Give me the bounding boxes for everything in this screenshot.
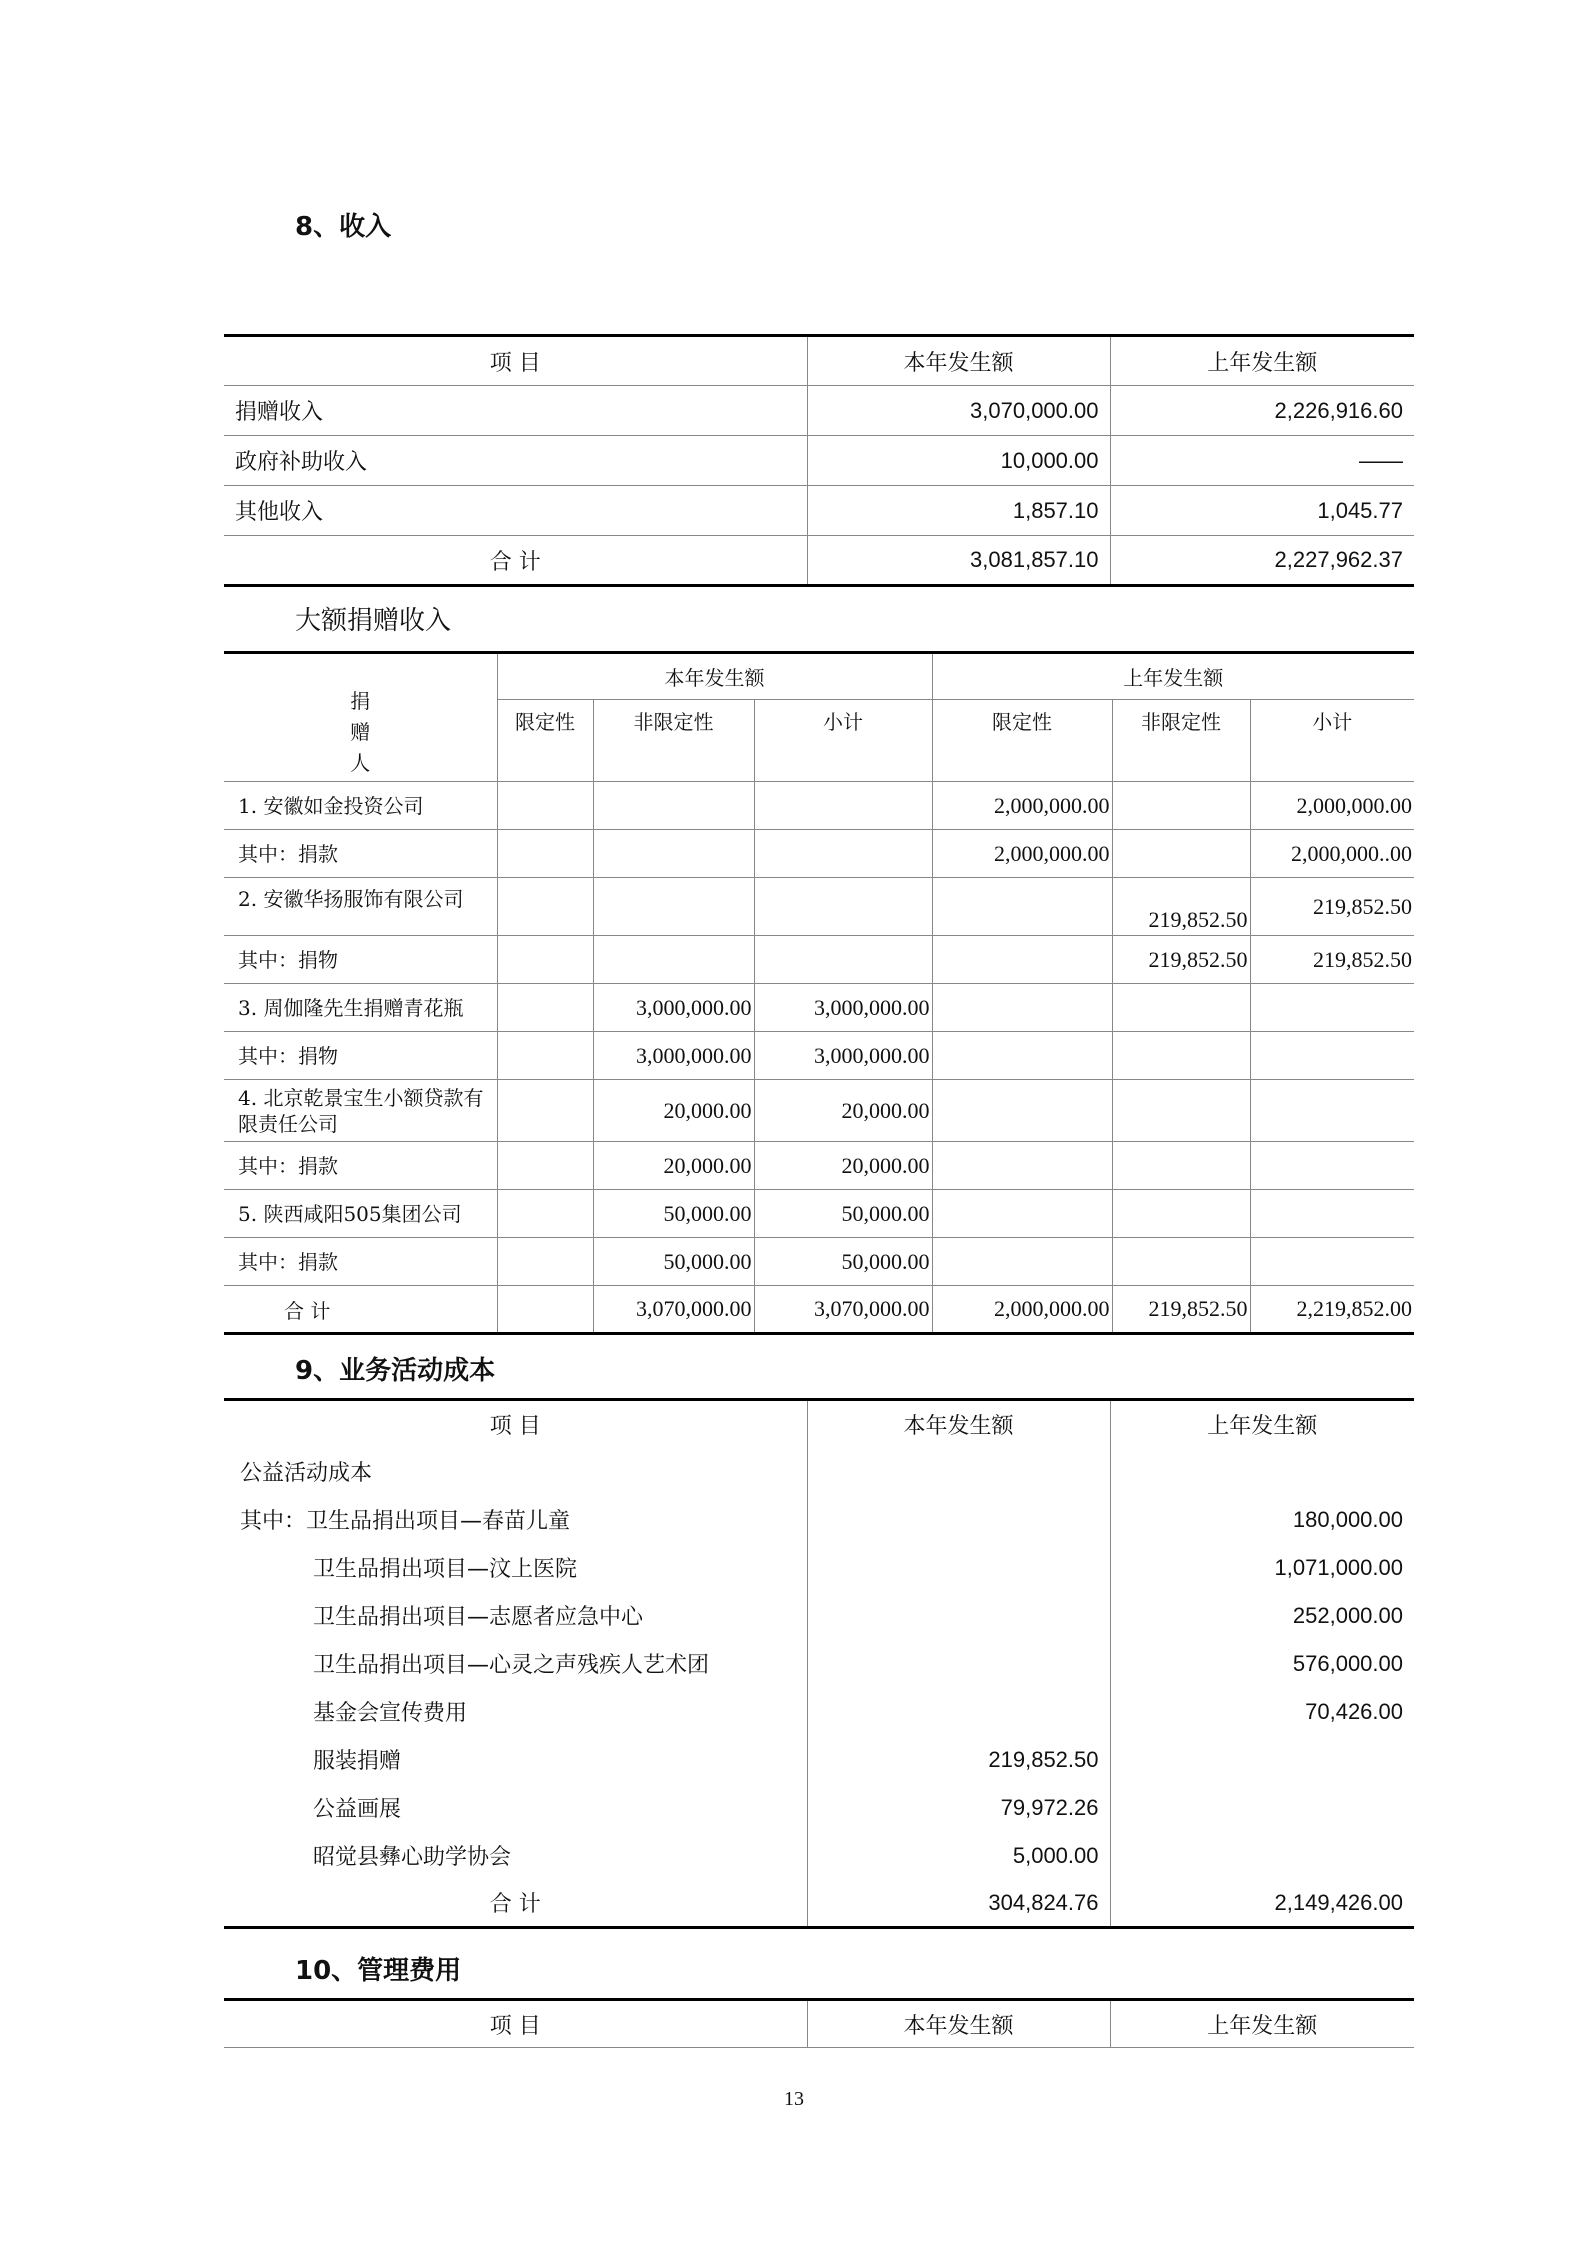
row-current: 3,070,000.00 xyxy=(807,386,1110,436)
total-label: 合 计 xyxy=(224,1286,497,1334)
cell: 50,000.00 xyxy=(754,1190,932,1238)
table-row xyxy=(224,486,1414,536)
cell: 219,852.50 xyxy=(1112,878,1250,936)
row-item: 卫生品捐出项目—汶上医院 xyxy=(224,1544,807,1592)
table-row xyxy=(224,436,1414,486)
sub-header: 限定性 xyxy=(932,700,1112,782)
cell: 20,000.00 xyxy=(754,1080,932,1142)
row-current: 79,972.26 xyxy=(807,1784,1110,1832)
cell xyxy=(1250,1238,1414,1286)
row-current xyxy=(807,1448,1110,1496)
row-previous xyxy=(1110,1736,1414,1784)
cell xyxy=(1250,1142,1414,1190)
cell xyxy=(932,984,1112,1032)
table-row xyxy=(224,782,1414,830)
cell xyxy=(497,878,593,936)
row-item: 卫生品捐出项目—心灵之声残疾人艺术团 xyxy=(224,1640,807,1688)
total-previous: 2,149,426.00 xyxy=(1274,1889,1403,1915)
donor-name: 其中：捐物 xyxy=(224,936,497,984)
cell xyxy=(1112,1142,1250,1190)
donor-header-char: 捐 xyxy=(350,689,371,713)
table-row xyxy=(224,1142,1414,1190)
row-item: 卫生品捐出项目—志愿者应急中心 xyxy=(224,1592,807,1640)
total-row xyxy=(224,1880,1414,1928)
cell xyxy=(593,830,754,878)
row-previous: 252,000.00 xyxy=(1292,1602,1403,1628)
cell xyxy=(1250,984,1414,1032)
total-cell: 2,219,852.00 xyxy=(1250,1286,1414,1334)
table-row xyxy=(224,1544,1414,1592)
header-current: 本年发生额 xyxy=(807,336,1110,386)
total-current: 304,824.76 xyxy=(807,1880,1110,1928)
cell: 219,852.50 xyxy=(1250,878,1414,936)
total-label: 合 计 xyxy=(224,1880,807,1928)
cell xyxy=(932,1238,1112,1286)
table-row xyxy=(224,1032,1414,1080)
cell xyxy=(1250,1080,1414,1142)
section-heading-admin-fee: 10、管理费用 xyxy=(295,1956,462,1986)
cell xyxy=(497,1142,593,1190)
cell xyxy=(754,878,932,936)
cell xyxy=(932,1080,1112,1142)
row-current: 1,857.10 xyxy=(807,486,1110,536)
row-previous: 1,045.77 xyxy=(1110,486,1414,536)
table-row xyxy=(224,1736,1414,1784)
donor-header-char: 赠 xyxy=(350,720,371,744)
table-row xyxy=(224,386,1414,436)
row-previous: 576,000.00 xyxy=(1292,1650,1403,1676)
row-item: 政府补助收入 xyxy=(224,436,807,486)
table-row xyxy=(224,1832,1414,1880)
cell xyxy=(1112,1190,1250,1238)
donor-name: 其中：捐款 xyxy=(224,1142,497,1190)
row-item: 公益画展 xyxy=(224,1784,807,1832)
header-item: 项 目 xyxy=(224,1400,807,1448)
header-previous: 上年发生额 xyxy=(1110,336,1414,386)
cell xyxy=(754,782,932,830)
cell xyxy=(754,830,932,878)
total-row xyxy=(224,536,1414,586)
row-item: 昭觉县彝心助学协会 xyxy=(224,1832,807,1880)
table-row xyxy=(224,1592,1414,1640)
table-row xyxy=(224,984,1414,1032)
table-row xyxy=(224,1238,1414,1286)
row-item: 公益活动成本 xyxy=(224,1448,807,1496)
cell xyxy=(1112,984,1250,1032)
row-previous xyxy=(1110,1784,1414,1832)
donor-name: 其中：捐款 xyxy=(224,1238,497,1286)
cell xyxy=(497,1190,593,1238)
row-item: 其他收入 xyxy=(224,486,807,536)
cell: 2,000,000.00 xyxy=(932,830,1112,878)
row-current xyxy=(807,1640,1110,1688)
cell xyxy=(497,1080,593,1142)
cell: 2,000,000..00 xyxy=(1250,830,1414,878)
group-current-header: 本年发生额 xyxy=(497,653,932,700)
donor-name: 3. 周伽隆先生捐赠青花瓶 xyxy=(224,984,497,1032)
header-item: 项 目 xyxy=(224,2000,807,2048)
donor-name: 其中：捐款 xyxy=(224,830,497,878)
cell: 20,000.00 xyxy=(593,1142,754,1190)
table-header-row xyxy=(224,1400,1414,1448)
cell xyxy=(497,984,593,1032)
table-row xyxy=(224,936,1414,984)
row-item: 其中：卫生品捐出项目—春苗儿童 xyxy=(224,1496,807,1544)
cell xyxy=(497,1032,593,1080)
cell xyxy=(1112,1032,1250,1080)
cell xyxy=(1112,830,1250,878)
cell: 219,852.50 xyxy=(1112,936,1250,984)
table-row xyxy=(224,1784,1414,1832)
row-item: 捐赠收入 xyxy=(224,386,807,436)
cell xyxy=(932,878,1112,936)
income-table xyxy=(224,334,1414,587)
table-row xyxy=(224,1640,1414,1688)
table-row xyxy=(224,1190,1414,1238)
total-cell: 3,070,000.00 xyxy=(593,1286,754,1334)
cell xyxy=(754,936,932,984)
cell xyxy=(593,936,754,984)
row-item: 基金会宣传费用 xyxy=(224,1688,807,1736)
row-current: 10,000.00 xyxy=(807,436,1110,486)
row-current xyxy=(807,1496,1110,1544)
total-cell xyxy=(497,1286,593,1334)
cell: 3,000,000.00 xyxy=(754,1032,932,1080)
cell xyxy=(932,1190,1112,1238)
table-row xyxy=(224,878,1414,936)
row-current: 219,852.50 xyxy=(807,1736,1110,1784)
donor-name: 2. 安徽华扬服饰有限公司 xyxy=(224,878,497,936)
page-number: 13 xyxy=(784,2088,804,2110)
row-current xyxy=(807,1592,1110,1640)
cell xyxy=(497,936,593,984)
total-cell: 3,070,000.00 xyxy=(754,1286,932,1334)
section-heading-income: 8、收入 xyxy=(295,212,392,242)
donor-name: 其中：捐物 xyxy=(224,1032,497,1080)
cell xyxy=(1250,1190,1414,1238)
sub-header: 限定性 xyxy=(497,700,593,782)
row-previous: 2,226,916.60 xyxy=(1110,386,1414,436)
table-row xyxy=(224,1496,1414,1544)
total-label: 合 计 xyxy=(224,536,807,586)
cell xyxy=(932,1142,1112,1190)
cell xyxy=(593,782,754,830)
header-current: 本年发生额 xyxy=(807,1400,1110,1448)
sub-header: 非限定性 xyxy=(1112,700,1250,782)
row-current xyxy=(807,1544,1110,1592)
cell xyxy=(932,1032,1112,1080)
donor-name: 4. 北京乾景宝生小额贷款有限责任公司 xyxy=(224,1080,497,1142)
total-cell: 219,852.50 xyxy=(1112,1286,1250,1334)
table-header-row xyxy=(224,2000,1414,2048)
header-current: 本年发生额 xyxy=(807,2000,1110,2048)
cell: 50,000.00 xyxy=(593,1190,754,1238)
cell xyxy=(497,830,593,878)
donor-name: 1. 安徽如金投资公司 xyxy=(224,782,497,830)
cell xyxy=(1112,782,1250,830)
cell xyxy=(1112,1080,1250,1142)
table-row xyxy=(224,830,1414,878)
header-item: 项 目 xyxy=(224,336,807,386)
cell: 219,852.50 xyxy=(1250,936,1414,984)
cell: 20,000.00 xyxy=(593,1080,754,1142)
total-row xyxy=(224,1286,1414,1334)
cell xyxy=(593,878,754,936)
row-item: 服装捐赠 xyxy=(224,1736,807,1784)
cell: 3,000,000.00 xyxy=(754,984,932,1032)
section-heading-large-donations: 大额捐赠收入 xyxy=(295,606,452,636)
table-row xyxy=(224,1448,1414,1496)
cell: 3,000,000.00 xyxy=(593,1032,754,1080)
section-heading-business-cost: 9、业务活动成本 xyxy=(295,1356,496,1386)
cell: 50,000.00 xyxy=(754,1238,932,1286)
table-row xyxy=(224,1080,1414,1142)
sub-header: 小计 xyxy=(1250,700,1414,782)
header-previous: 上年发生额 xyxy=(1207,1413,1318,1439)
cell xyxy=(497,1238,593,1286)
cell xyxy=(497,782,593,830)
donor-header xyxy=(224,653,497,782)
donor-header-char: 人 xyxy=(350,751,371,775)
cell: 50,000.00 xyxy=(593,1238,754,1286)
cell: 3,000,000.00 xyxy=(593,984,754,1032)
admin-fee-table xyxy=(224,1998,1414,2048)
table-row xyxy=(224,1688,1414,1736)
row-previous xyxy=(1110,1832,1414,1880)
sub-header: 非限定性 xyxy=(593,700,754,782)
cell xyxy=(932,936,1112,984)
row-previous: 1,071,000.00 xyxy=(1274,1554,1403,1580)
header-previous: 上年发生额 xyxy=(1110,2000,1414,2048)
row-current: 5,000.00 xyxy=(807,1832,1110,1880)
cell xyxy=(1250,1032,1414,1080)
group-header-row xyxy=(224,653,1414,700)
sub-header: 小计 xyxy=(754,700,932,782)
total-current: 3,081,857.10 xyxy=(807,536,1110,586)
total-cell: 2,000,000.00 xyxy=(932,1286,1112,1334)
row-previous: 180,000.00 xyxy=(1292,1506,1403,1532)
total-previous: 2,227,962.37 xyxy=(1110,536,1414,586)
cell: 2,000,000.00 xyxy=(1250,782,1414,830)
donor-name: 5. 陕西咸阳505集团公司 xyxy=(224,1190,497,1238)
row-previous xyxy=(1110,1448,1414,1496)
cost-table xyxy=(224,1398,1414,1929)
row-previous: 70,426.00 xyxy=(1305,1698,1403,1724)
row-previous: —— xyxy=(1110,436,1414,486)
group-previous-header: 上年发生额 xyxy=(932,653,1414,700)
cell: 2,000,000.00 xyxy=(932,782,1112,830)
cell xyxy=(1112,1238,1250,1286)
cell: 20,000.00 xyxy=(754,1142,932,1190)
table-header-row xyxy=(224,336,1414,386)
donation-table xyxy=(224,651,1414,1335)
row-current xyxy=(807,1688,1110,1736)
